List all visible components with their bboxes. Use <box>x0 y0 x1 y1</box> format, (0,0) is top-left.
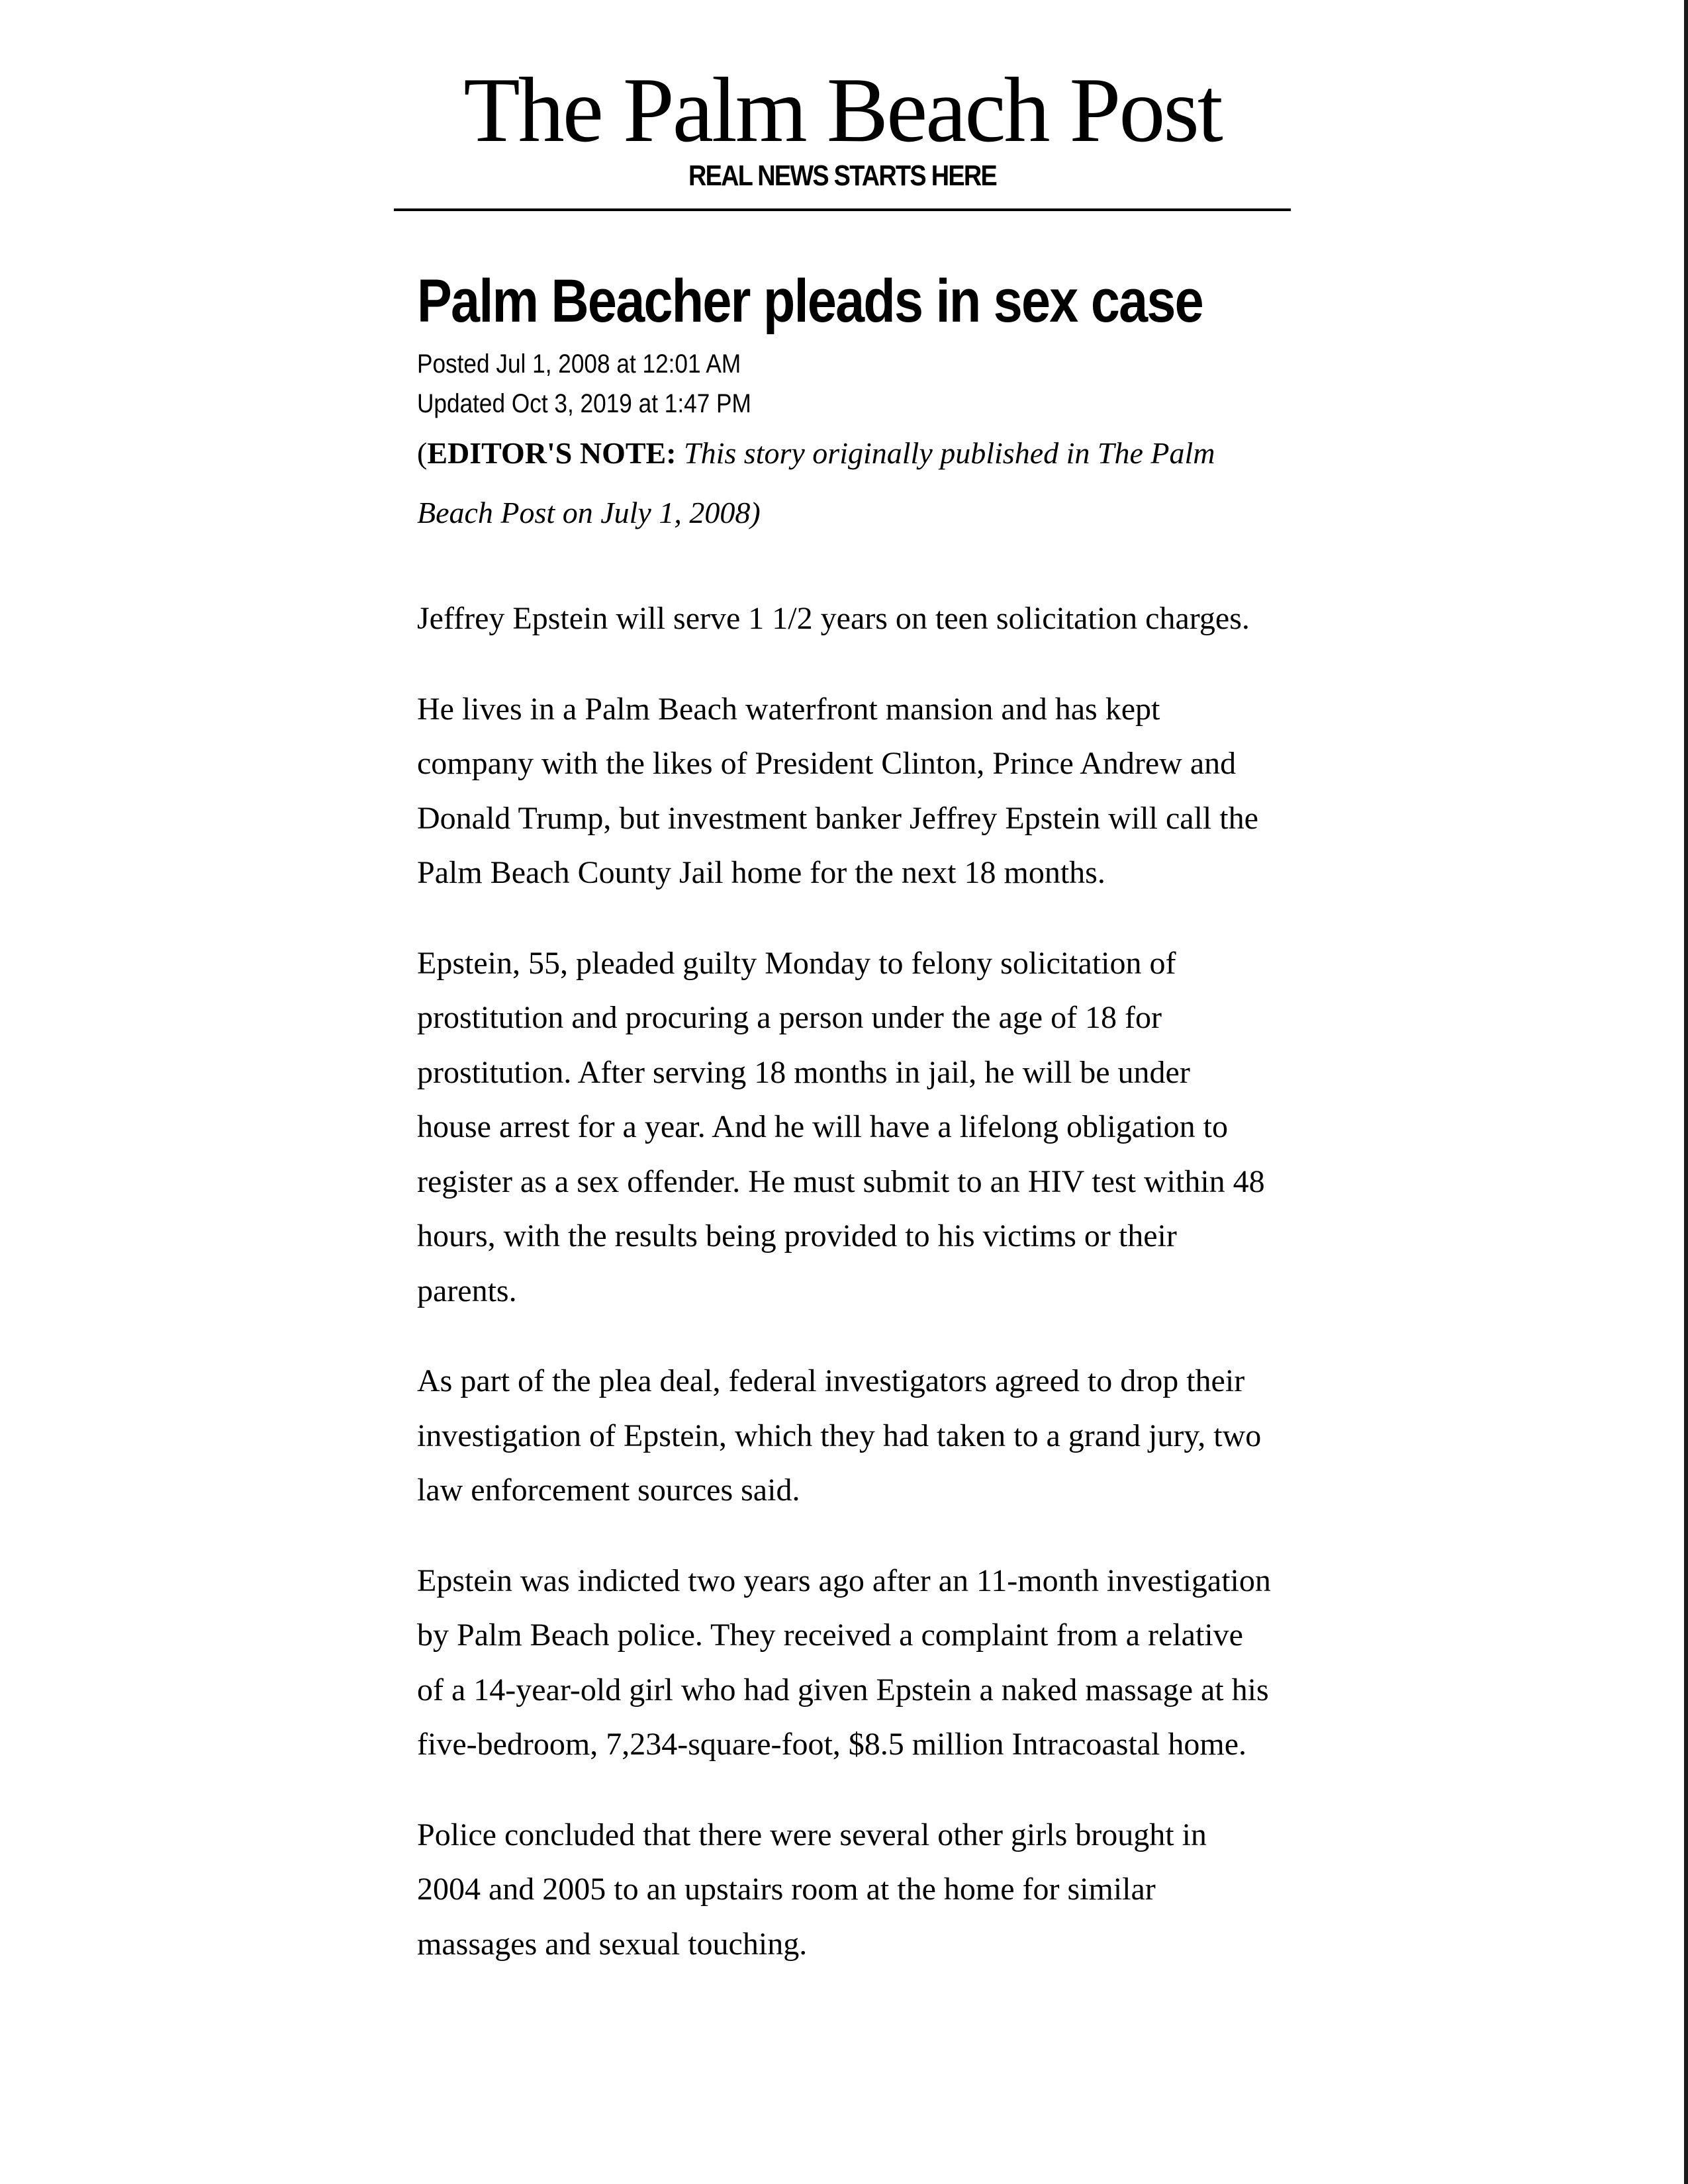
article-paragraph: Jeffrey Epstein will serve 1 1/2 years on teen solicitation charges. <box>417 601 1250 636</box>
posted-date: Posted Jul 1, 2008 at 12:01 AM <box>417 349 741 379</box>
page-edge <box>1684 0 1688 2184</box>
article <box>417 265 1271 1972</box>
article-paragraph: Police concluded that there were several other girls brought in 2004 and 2005 to an upstairs room at the home for similar massages and sexual touching. <box>417 1817 1207 1962</box>
editor-note-label: EDITOR'S NOTE: <box>427 436 677 470</box>
article-paragraph: As part of the plea deal, federal investigators agreed to drop their investigation of Epstein, which they had taken to a grand jury, two law enforcement sources said. <box>417 1363 1262 1508</box>
editor-note-text: This story originally published in The Palm Beach Post on July 1, 2008) <box>417 436 1215 529</box>
editor-note <box>417 424 1271 543</box>
article-paragraph: Epstein was indicted two years ago after an 11-month investigation by Palm Beach police. They received a complaint from a relative of a 14-year-old girl who had given Epstein a naked massage at his five-bedroom, 7,234-square-foot, $8.5 million Intracoastal home. <box>417 1563 1271 1762</box>
masthead <box>394 61 1291 195</box>
editor-note-open: ( <box>417 436 428 470</box>
masthead-title: The Palm Beach Post <box>463 59 1221 161</box>
headline: Palm Beacher pleads in sex case <box>417 267 1203 335</box>
updated-date: Updated Oct 3, 2019 at 1:47 PM <box>417 389 751 418</box>
masthead-tagline: REAL NEWS STARTS HERE <box>688 159 996 192</box>
article-paragraph: He lives in a Palm Beach waterfront mansion and has kept company with the likes of President Clinton, Prince Andrew and Donald Trump, but investment banker Jeffrey Epstein will call the Palm Beach County Jail home for the next 18 months. <box>417 691 1258 890</box>
masthead-divider <box>394 208 1291 211</box>
article-paragraph: Epstein, 55, pleaded guilty Monday to felony solicitation of prostitution and procuring a person under the age of 18 for prostitution. After serving 18 months in jail, he will be under house arrest for a year. And he will have a lifelong obligation to register as a sex offender. He must submit to an HIV test within 48 hours, with the results being provided to his victims or their parents. <box>417 945 1265 1308</box>
